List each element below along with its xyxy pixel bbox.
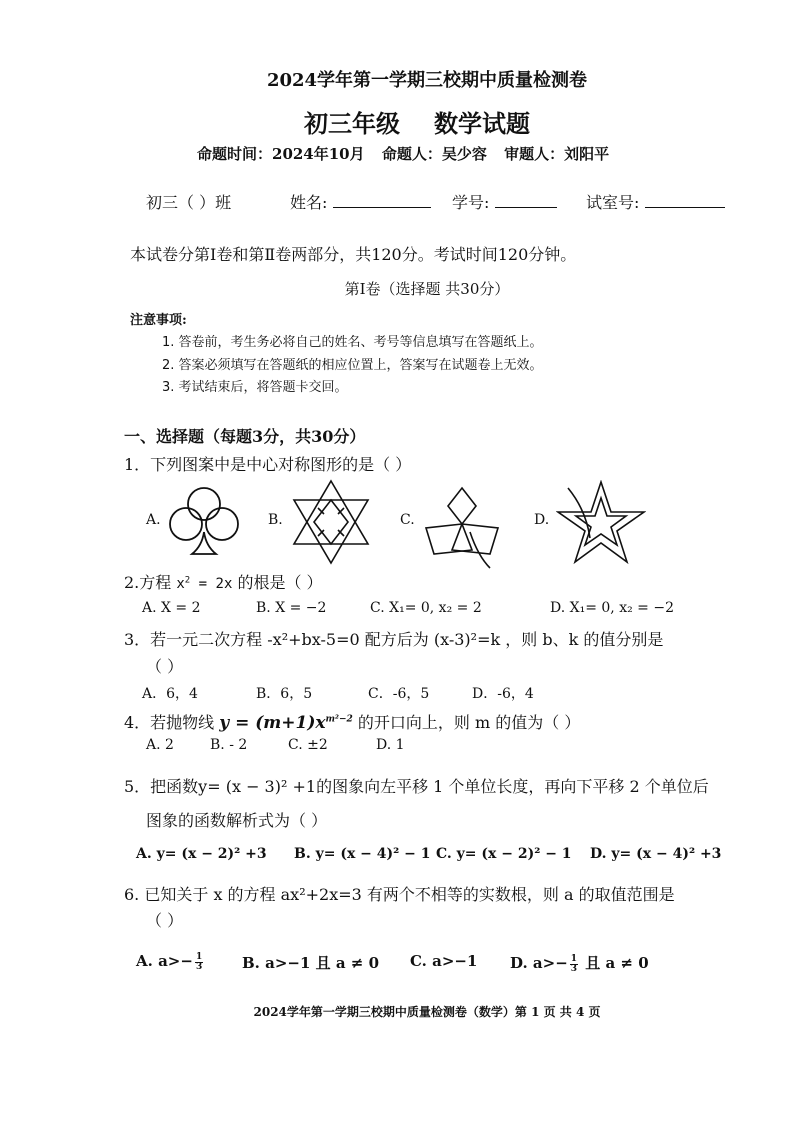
section1-title: 一、选择题（每题3分，共30分） xyxy=(124,427,366,446)
q4-formula-base: y = (m+1)x xyxy=(219,713,326,733)
fraction xyxy=(570,955,578,974)
fraction-numerator: 1 xyxy=(570,953,578,964)
q4-stem-pre: 4．若抛物线 xyxy=(124,713,215,732)
q3-stem: 3．若一元二次方程 -x²+bx-5=0 配方后为 (x-3)²=k ，则 b、k 的值分别是 xyxy=(124,630,664,649)
q1-label-b: B. xyxy=(268,512,283,528)
exam-title: 2024学年第一学期三校期中质量检测卷 xyxy=(266,70,588,91)
club-figure xyxy=(166,484,242,560)
q3-paren: （ ） xyxy=(146,657,184,676)
q2-eq-rhs: = 2x xyxy=(198,576,233,592)
exam-reviewer: 审题人：刘阳平 xyxy=(504,145,610,163)
exam-intro: 本试卷分第Ⅰ卷和第Ⅱ卷两部分，共120分。考试时间120分钟。 xyxy=(130,245,577,264)
q3-option-a: A．6，4 xyxy=(142,686,198,702)
q2-stem-pre: 2.方程 xyxy=(124,573,177,592)
room-blank[interactable] xyxy=(645,193,725,208)
q3-option-b: B．6，5 xyxy=(256,686,313,702)
q4-formula-exp: m²−2 xyxy=(325,714,353,725)
q6-option-d-post: 且 a ≠ 0 xyxy=(580,954,649,972)
q6-option-a-text: A. a>− xyxy=(136,952,193,970)
q2-stem-post: 的根是（ ） xyxy=(232,573,323,592)
q6-option-d xyxy=(510,952,649,974)
rhombi-figure xyxy=(422,484,506,570)
q4-option-c: C. ±2 xyxy=(288,737,328,753)
exam-author: 命题人：吴少容 xyxy=(381,145,487,163)
q4-option-a: A. 2 xyxy=(146,737,174,753)
note-item: 3. 考试结束后，将答题卡交回。 xyxy=(162,380,348,395)
name-blank[interactable] xyxy=(333,193,431,208)
q2-option-a: A. X = 2 xyxy=(142,600,201,616)
q4-formula xyxy=(219,713,353,733)
number-blank[interactable] xyxy=(495,193,557,208)
q1-label-c: C. xyxy=(400,512,415,528)
q1-label-d: D. xyxy=(534,512,550,528)
q1-label-a: A. xyxy=(146,512,161,528)
notes-heading: 注意事项: xyxy=(130,313,187,328)
grade-subject-title xyxy=(0,104,794,139)
class-field: 初三（ ）班 xyxy=(146,193,232,212)
number-label: 学号: xyxy=(452,193,490,212)
q6-option-a xyxy=(136,952,205,972)
q4-option-d: D. 1 xyxy=(376,737,405,753)
q6-option-b: B. a>−1 且 a ≠ 0 xyxy=(242,954,380,972)
q2-option-d: D. X₁= 0, x₂ = −2 xyxy=(550,600,674,616)
star-figure xyxy=(556,480,646,566)
exam-time: 命题时间：2024年10月 xyxy=(197,145,365,163)
q5-line1: 5．把函数y= (x − 3)² +1的图象向左平移 1 个单位长度，再向下平移 2 个单位后 xyxy=(124,777,709,796)
fraction-denominator: 3 xyxy=(195,961,203,972)
q5-option-c: C. y= (x − 2)² − 1 xyxy=(436,846,572,862)
number-field xyxy=(452,190,557,213)
name-field xyxy=(290,190,431,213)
q4-option-b: B. - 2 xyxy=(210,737,248,753)
q1-stem: 1．下列图案中是中心对称图形的是（ ） xyxy=(124,455,412,474)
q6-option-c: C. a>−1 xyxy=(410,952,478,970)
q5-option-a: A. y= (x − 2)² +3 xyxy=(136,846,267,862)
q6-line1: 6. 已知关于 x 的方程 ax²+2x=3 有两个不相等的实数根，则 a 的取值范围是 xyxy=(124,885,675,904)
part1-title: 第Ⅰ卷（选择题 共30分） xyxy=(344,280,510,298)
note-item: 1. 答卷前，考生务必将自己的姓名、考号等信息填写在答题纸上。 xyxy=(162,335,543,350)
q2-eq-x: x xyxy=(176,576,185,592)
name-label: 姓名: xyxy=(290,193,328,212)
subject-label: 数学试题 xyxy=(434,109,530,138)
q2-option-c: C. X₁= 0, x₂ = 2 xyxy=(370,600,482,616)
q5-option-b: B. y= (x − 4)² − 1 xyxy=(294,846,431,862)
room-label: 试室号: xyxy=(586,193,640,212)
q2-stem xyxy=(124,570,323,593)
q6-paren: （ ） xyxy=(146,911,184,930)
q2-equation: $x^2 = 2x$ xyxy=(176,575,233,592)
page-footer: 2024学年第一学期三校期中质量检测卷（数学）第 1 页 共 4 页 xyxy=(253,1005,601,1019)
fraction xyxy=(195,953,203,972)
q5-line2: 图象的函数解析式为（ ） xyxy=(146,811,328,830)
note-item: 2. 答案必须填写在答题纸的相应位置上，答案写在试题卷上无效。 xyxy=(162,358,543,373)
exam-meta xyxy=(197,143,621,164)
grade-label: 初三年级 xyxy=(304,109,400,138)
q3-option-c: C．-6，5 xyxy=(368,686,430,702)
fraction-denominator: 3 xyxy=(570,963,578,974)
q4-stem-post: 的开口向上，则 m 的值为（ ） xyxy=(357,713,581,732)
q3-option-d: D．-6，4 xyxy=(472,686,534,702)
hexagram-figure xyxy=(288,478,374,566)
q5-option-d: D. y= (x − 4)² +3 xyxy=(590,846,722,862)
q4-stem xyxy=(124,710,580,733)
q6-option-d-pre: D. a>− xyxy=(510,954,568,972)
room-field xyxy=(586,190,725,213)
q2-option-b: B. X = −2 xyxy=(256,600,327,616)
fraction-numerator: 1 xyxy=(195,951,203,962)
